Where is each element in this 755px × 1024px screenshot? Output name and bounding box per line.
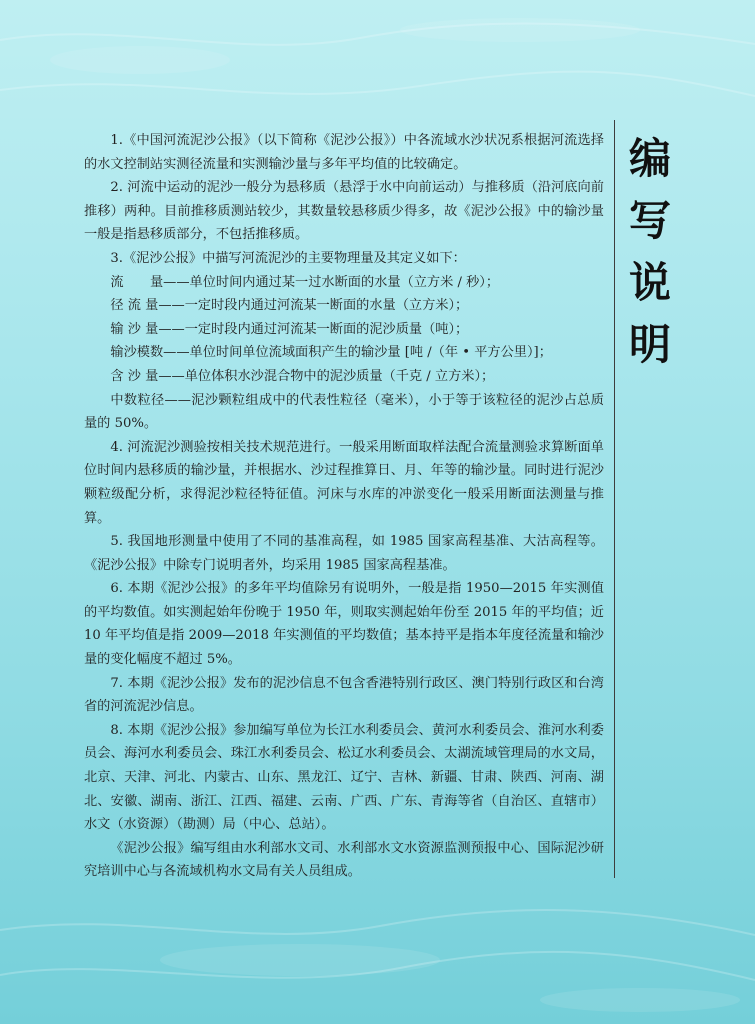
definition-sediment-concentration: 含 沙 量——单位体积水沙混合物中的泥沙质量（千克 / 立方米）； [110,368,495,384]
definition-sediment-modulus: 输沙模数——单位时间单位流域面积产生的输沙量 [吨 /（年 • 平方公里）]； [110,345,552,361]
paragraph-8: 8. 本期《泥沙公报》参加编写单位为长江水利委员会、黄河水利委员会、淮河水利委员会、海河水利委员会、珠江水利委员会、松辽水利委员会、太湖流域管理局的水文局，北京、天津、河北、内蒙古、山东、黑龙江、辽宁、吉林、新疆、甘肃、陕西、河南、湖北、安徽、湖南、浙江、江西、福建、云南、广西、广东、青海等省（自治区、直辖市）水文（水资源）（勘测）局（中心、总站）。 [84,722,604,833]
definition-runoff: 径 流 量——一定时段内通过河流某一断面的水量（立方米）； [110,298,469,314]
title-char: 明 [628,320,671,369]
definition-flow: 流 量——单位时间内通过某一过水断面的水量（立方米 / 秒）； [110,274,500,290]
definition-sediment-load: 输 沙 量——一定时段内通过河流某一断面的泥沙质量（吨）； [110,321,469,337]
title-char: 说 [628,258,671,307]
paragraph-6: 6. 本期《泥沙公报》的多年平均值除另有说明外，一般是指 1950—2015 年实测值的平均数值。如实测起始年份晚于 1950 年，则取实测起始年份至 2015 年的平均值；近 10 年平均值是指 2009—2018 年实测值的平均数值；基本持平是指本年度径流量和输沙量的变化幅度不超过 5%。 [84,581,604,668]
paragraph-7: 7. 本期《泥沙公报》发布的泥沙信息不包含香港特别行政区、澳门特别行政区和台湾省的河流泥沙信息。 [84,675,604,715]
title-divider-line [614,120,615,878]
paragraph-3: 3.《泥沙公报》中描写河流泥沙的主要物理量及其定义如下： [110,250,466,266]
paragraph-5: 5. 我国地形测量中使用了不同的基准高程，如 1985 国家高程基准、大沽高程等。《泥沙公报》中除专门说明者外，均采用 1985 国家高程基准。 [84,534,604,573]
body-text [84,129,604,884]
paragraph-9: 《泥沙公报》编写组由水利部水文司、水利部水文水资源监测预报中心、国际泥沙研究培训中心与各流域机构水文局有关人员组成。 [84,840,604,880]
title-char: 编 [628,134,671,183]
definition-median-size: 中数粒径——泥沙颗粒组成中的代表性粒径（毫米），小于等于该粒径的泥沙占总质量的 50%。 [84,392,604,432]
paragraph-1: 1.《中国河流泥沙公报》（以下简称《泥沙公报》）中各流域水沙状况系根据河流选择的水文控制站实测径流量和实测输沙量与多年平均值的比较确定。 [84,133,604,172]
title-char: 写 [628,196,671,245]
paragraph-2: 2. 河流中运动的泥沙一般分为悬移质（悬浮于水中向前运动）与推移质（沿河底向前推移）两种。目前推移质测站较少，其数量较悬移质少得多，故《泥沙公报》中的输沙量一般是指悬移质部分，不包括推移质。 [84,180,604,243]
page-title [622,128,678,376]
paragraph-4: 4. 河流泥沙测验按相关技术规范进行。一般采用断面取样法配合流量测验求算断面单位时间内悬移质的输沙量，并根据水、沙过程推算日、月、年等的输沙量。同时进行泥沙颗粒级配分析，求得泥沙粒径特征值。河床与水库的冲淤变化一般采用断面法测量与推算。 [84,439,604,526]
